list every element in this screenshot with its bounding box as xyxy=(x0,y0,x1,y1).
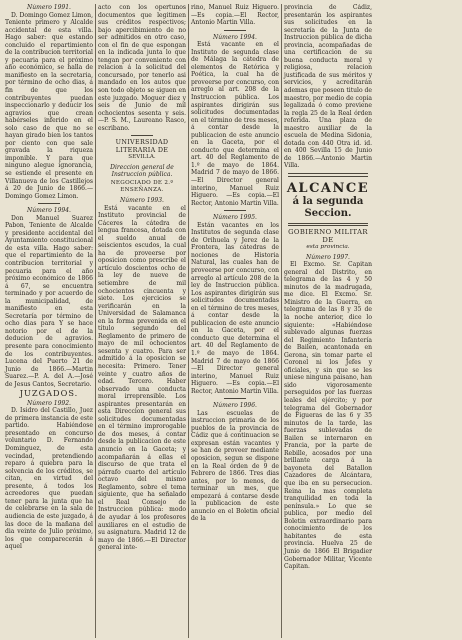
alcance-subtitle: á la segunda Seccion. xyxy=(292,195,364,219)
notice-paragraph: D. Domingo Gomez Limon, Teniente primero y Alcalde accidental de esta villa. Hago saber: que estando concluido el repartimiento de la contribucion territorial y pecuaria para el próximo año económico, se halla de manifiesto en la secretaria, por término de ocho dias, á fin de que los contribuyentes puedan inspeccionarlo y deducir los agravios que crean habérseles inferido en el solo caso de que no se hayan girado bien los tantos por ciento con que sale gravada la riqueza imponible. Y para que ninguno alegue ignorancia, se estiende el presente en Villanueva de los Castillejos á 20 de Junio de 1866.—Domingo Gomez Limon. xyxy=(5,11,93,200)
uni-title: UNIVERSIDAD LITERARIA DE xyxy=(115,138,169,154)
notice-number: Número 1997. xyxy=(306,253,350,261)
text-column-3 xyxy=(189,4,281,638)
section-divider xyxy=(224,398,246,399)
notice-paragraph: Está vacante en el Instituto provincial de Cáceres la cátedra de lengua francesa, dotada con el sueldo anual de seiscientos escudos, la cual ha de proveerse por oposicion como prescribe el artículo doscientos ocho de la ley de nueve de setiembre de mil ochocientos cincuenta y siete. Los ejercicios se verificarán en la Universidad de Salamanca en la forma prevenida en el título segundo del Reglamento de primero de mayo de mil ochocientos sesenta y cuatro. Para ser admitido á la oposicion se necesita: Primero. Tener veinte y cuatro años de edad. Tercero. Haber observado una conducta moral irreprensible. Los aspirantes presentarán en esta Direccion general sus solicitudes documentadas en el término improrogable de dos meses, á contar desde la publicacion de este anuncio en la Gaceta; y acompañarán á ellas el discurso de que trata el párrafo cuarto del artículo octavo del mismo Reglamento, sobre el tema siguiente, que ha señalado el Real Consejo de Instruccion pública: modo de ayudar á los profesores auxiliares en el estudio de su asignatura. Madrid 12 de mayo de 1866.—El Director general inte- xyxy=(98,204,186,552)
notice-paragraph: Las escuelas de instruccion primaria de los pueblos de la provincia de Cádiz que á continuacion se expresan están vacantes y se han de proveer mediante oposicion, segun se dispone en la Real órden de 9 de Febrero de 1866. Tres dias antes, por lo menos, de terminar un mes, que empezará á contarse desde la publicacion de este anuncio en el Boletin oficial de la xyxy=(191,409,279,523)
notice-paragraph: Está vacante en el Instituto de segunda clase de Málaga la cátedra de elementos de Retórica y Poética, la cual ha de proveerse por concurso, con arreglo al art. 208 de la Instruccion pública. Los aspirantes dirigirán sus solicitudes documentadas en el término de tres meses, á contar desde la publicacion de este anuncio en la Gaceta, por el conducto que determina el art. 40 del Reglamento de 1.º de mayo de 1864. Madrid 7 de mayo de 1866. —El Director general interino, Manuel Ruiz Higuero. —Es copia.—El Rector, Antonio Martin Villa. xyxy=(191,41,279,207)
section-divider xyxy=(131,135,153,136)
notice-number: Número 1994. xyxy=(27,207,71,215)
uni-subtitle: SEVILLA. xyxy=(128,154,156,161)
notice-number: Número 1991. xyxy=(27,4,71,11)
notice-paragraph: El Excmo. Sr. Capitan general del Distrito, en telegrama de las 4 y 50 minutos de la madrugada, me dice. El Excmo. Sr. Ministro de la Guerra, en telegrama de las 8 y 35 de la noche anterior, dice lo siguiente: «Habiéndose sublevado algunas fuerzas del Regimiento Infantería de Bailen, acantonada en Gerona, sin tomar parte el Coronel ni los Jefes y oficiales, y sin que se les uniese ninguna paisano, han sido vigorosamente perseguidos por las fuerzas leales del ejército; y por telegrama del Gobernador de Figueras de las 6 y 35 minutos de la tarde, las fuerzas sublevadas de Bailen se internaron en Francia, por la parte de Rebille, acosados por una brillante carga á la bayoneta del Batallon Cazadores de Alcántara, que iba en su persecucion. Reina la mas completa tranquilidad en toda la península.» Lo que se publica, por medio del Boletin extraordinario para conocimiento de los habitantes de esta provincia. Huelva 25 de Junio de 1866 El Brigadier Gobernador Militar, Vicente Capitan. xyxy=(284,261,372,571)
notice-paragraph: provincia de Cádiz, presentarán los aspirantes sus solicitudes en la secretaría de la Junta de Instruccion pública de dicha provincia, acompañadas de una certificacion de su buena conducta moral y religiosa, relacion justificada de sus méritos y servicios, y acreditarán ademas que poseen titulo de maestro, por medio de copia legalizada ó como previene la regla 25 de la Real órden referida. Una plaza de maestro auxiliar de la escuela de Medina Sidonia, dotada con 440 Otra id. id. en 400 Sevilla 15 de Junio de 1866.—Antonio Martin Villa. xyxy=(284,4,372,170)
notice-number: Número 1996. xyxy=(213,402,257,410)
notice-paragraph: D. Isidro del Castillo, Juez de primera instancia de este partido. Habiéndose presentado en concurso voluntario D. Fernando Dominguez, de esta vecindad, pretendiendo reparo á quiebra para la solvencia de los créditos, se citan, en virtud del presente, á todos los acreedores que puedan tener para la junta que ha de celebrarse en la sala de audiencia de este juzgado, á las doce de la mañana del dia veinte de Julio próximo, los que comparecerán á aquel xyxy=(5,407,93,551)
alcance-header xyxy=(284,181,372,220)
uni-header xyxy=(98,139,186,162)
direction-heading: Direccion general de Instruccion pública. xyxy=(110,163,174,178)
text-column-2 xyxy=(96,4,188,638)
notice-paragraph: Don Manuel Suarez Pabon, Teniente de Alcalde y presidente accidental del Ayuntamiento constitucional de esta villa. Hago saber: que el repartimiento de la contribucion territorial y pecuaria para el año próximo económico de 1866 á 67, se encuentra terminado y por acuerdo de la municipalidad, de manifiesto en esta Secretaría por término de ocho dias para Y se hace notorio por el de la deducion de agravios. presente para conocimiento de los contribuyentes. Lucena del Puerto 21 de Junio de 1866.—Martin Suarez.—P. A. del A.—José de Jesus Cantos, Secretario. xyxy=(5,214,93,388)
negociado-heading: NEGOCIADO DE 2.º ENSEÑANZA. xyxy=(110,179,174,194)
gob-subtitle: esta provincia. xyxy=(306,244,350,251)
gob-header xyxy=(284,229,372,252)
section-divider xyxy=(224,210,246,211)
text-column-4 xyxy=(282,4,374,638)
notice-paragraph: Están vacantes en los Institutos de segunda clase de Orihuela y Jerez de la Frontera, las cátedras de nociones de Historia Natural, las cuales han de proveerse por concurso, con arreglo al artículo 208 de la ley de Instruccion pública. Los aspirantes dirigirán sus solicitudes documentadas en el término de tres meses, á contar desde la publicacion de este anuncio en la Gaceta, por el conducto que determina el art. 40 del Reglamento de 1.º de mayo de 1864. Madrid 7 de mayo de 1866 —El Director general interino, Manuel Ruiz Higuero. —Es copia.—El Rector, Antonio Martin Villa. xyxy=(191,221,279,395)
notice-number: Número 1993. xyxy=(120,197,164,205)
gob-title: GOBIERNO MILITAR DE xyxy=(288,228,368,244)
notice-paragraph: acto con los opertunos documentos que legitimen sus créditos respectivos; bajo apercibimiento de no ser admitidos en otro caso, con el fin de que espongan en la indicada junta lo que tengan por conveniente con relacion á la solicitud del concursado, por tenerlo asi mandado en los autos que son todo objeto se siguen en este juzgado. Moguer diez y seis de Junio de mil ochocientos sesenta y seis.—P. S. M., Laureano Rasco, escribano. xyxy=(98,4,186,132)
notice-number: Número 1995. xyxy=(213,214,257,222)
notice-number: Número 1994. xyxy=(213,33,257,41)
alcance-title: ALCANCE xyxy=(286,180,370,196)
section-heading: JUZGADOS. xyxy=(19,388,79,399)
double-rule xyxy=(288,223,368,227)
double-rule xyxy=(288,173,368,177)
text-column-1 xyxy=(3,4,95,638)
notice-paragraph: rino, Manuel Ruiz Higuero. —Es copia.—El Rector, Antonio Martin Villa. xyxy=(191,4,279,27)
section-divider xyxy=(38,203,60,204)
notice-number: Número 1992. xyxy=(27,399,71,407)
columns-container xyxy=(3,4,459,638)
section-divider xyxy=(224,30,246,31)
